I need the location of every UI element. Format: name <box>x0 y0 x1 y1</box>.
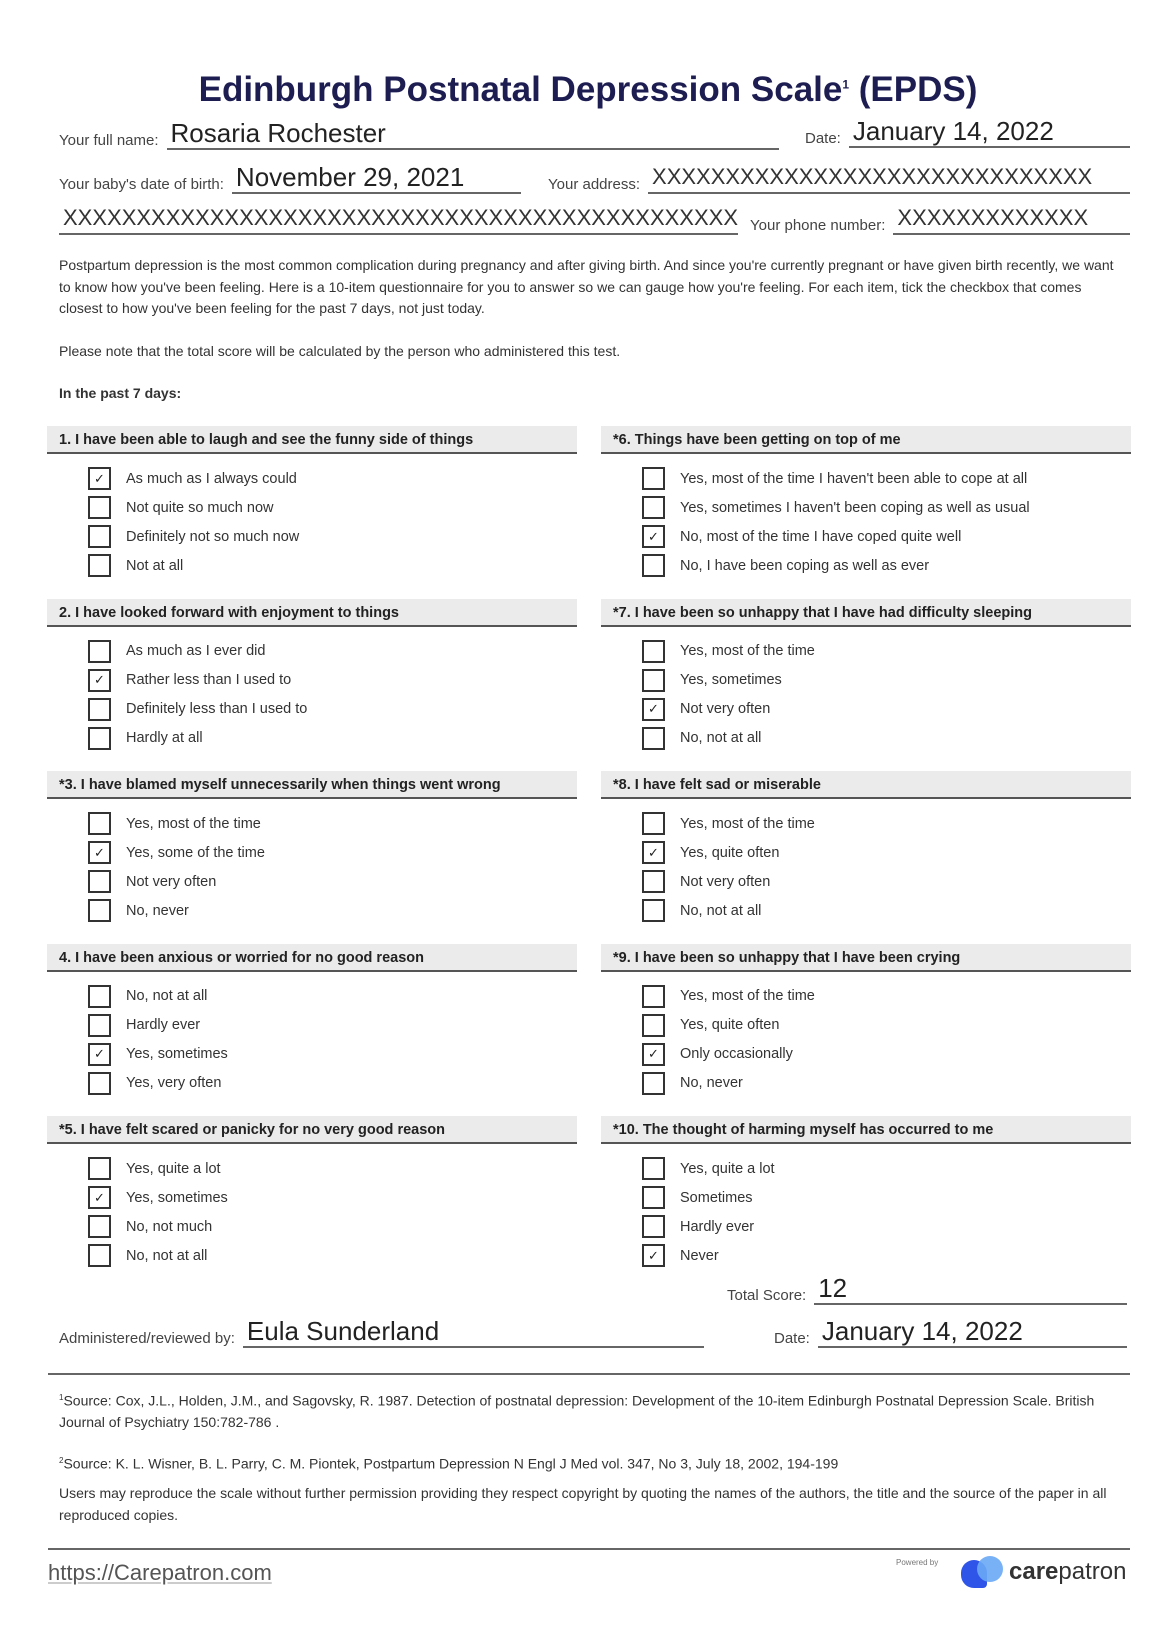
checkbox[interactable] <box>642 496 665 519</box>
option-label: Yes, quite often <box>680 844 780 861</box>
answer-option[interactable] <box>47 666 577 695</box>
checkbox[interactable] <box>642 698 665 721</box>
question-9 <box>601 944 1131 1098</box>
checkbox[interactable] <box>88 554 111 577</box>
name-field[interactable] <box>59 118 779 150</box>
answer-option[interactable] <box>601 522 1131 551</box>
divider <box>48 1373 1130 1375</box>
answer-option[interactable] <box>47 1183 577 1212</box>
title-text: Edinburgh Postnatal Depression Scale <box>198 70 843 109</box>
option-label: No, not much <box>126 1218 213 1235</box>
question-2 <box>47 599 577 753</box>
option-label: Only occasionally <box>680 1046 793 1062</box>
address-line2-field[interactable] <box>59 203 738 235</box>
checkbox[interactable] <box>88 1043 111 1066</box>
answer-option[interactable] <box>47 809 577 838</box>
check-icon: ✓ <box>648 1046 659 1061</box>
checkbox[interactable] <box>88 1014 111 1037</box>
admin-date-input[interactable]: January 14, 2022 <box>818 1316 1127 1348</box>
note-text: Please note that the total score will be calculated by the person who administered this test. <box>59 343 621 359</box>
date-label: Date: <box>805 130 841 147</box>
question-1 <box>47 426 577 580</box>
answer-option[interactable] <box>601 838 1131 867</box>
checkbox[interactable] <box>88 496 111 519</box>
rights-text: Users may reproduce the scale without further permission providing they respect copyright by quoting the names of the authors, the title and the source of the paper in all reproduced copies. <box>59 1485 1107 1523</box>
option-label: Not very often <box>126 873 217 890</box>
option-label: Yes, very often <box>126 1075 222 1091</box>
phone-field[interactable] <box>750 203 1130 235</box>
option-label: Yes, sometimes <box>126 1189 228 1206</box>
answer-option[interactable] <box>47 637 577 666</box>
intro-text: Postpartum depression is the most common complication during pregnancy and after giving birth. And since you're currently pregnant or have given birth recently, we want to know how you've been feeling. Here is a 10-item questionnaire for you to answer so we can gauge how you're feeling. For each item, tick the checkbox that comes closest to how you've been feeling for the past 7 days, not just today. <box>59 257 1114 316</box>
answer-option[interactable] <box>47 695 577 724</box>
answer-option[interactable] <box>47 1040 577 1069</box>
question-title: *5. I have felt scared or panicky for no very good reason <box>47 1116 577 1144</box>
footer-divider <box>48 1548 1130 1550</box>
answer-option[interactable] <box>601 1040 1131 1069</box>
checkbox[interactable] <box>642 467 665 490</box>
past7-heading: In the past 7 days: <box>59 385 182 401</box>
checkbox[interactable] <box>88 1186 111 1209</box>
answer-option[interactable] <box>47 493 577 522</box>
check-icon: ✓ <box>648 1247 659 1263</box>
admin-date-label: Date: <box>774 1330 810 1347</box>
answer-option[interactable] <box>601 1212 1131 1241</box>
name-label: Your full name: <box>59 132 159 149</box>
answer-option[interactable] <box>601 1154 1131 1183</box>
address-field[interactable] <box>548 162 1130 194</box>
option-label: No, not at all <box>126 988 208 1004</box>
checkbox[interactable] <box>642 554 665 577</box>
question-6 <box>601 426 1131 580</box>
question-8 <box>601 771 1131 925</box>
answer-option[interactable] <box>47 551 577 580</box>
answer-option[interactable] <box>601 493 1131 522</box>
answer-option[interactable] <box>601 982 1131 1011</box>
question-title: *9. I have been so unhappy that I have been crying <box>601 944 1131 972</box>
administered-field[interactable] <box>59 1316 704 1348</box>
answer-option[interactable] <box>601 637 1131 666</box>
answer-option[interactable] <box>601 1241 1131 1270</box>
checkbox[interactable] <box>88 1244 111 1267</box>
check-icon: ✓ <box>648 701 659 716</box>
address-label: Your address: <box>548 176 641 193</box>
admin-date-field[interactable] <box>774 1316 1127 1348</box>
answer-option[interactable] <box>601 666 1131 695</box>
checkbox[interactable] <box>642 727 665 750</box>
check-icon: ✓ <box>94 1046 105 1061</box>
checkbox[interactable] <box>642 1157 665 1180</box>
option-label: Yes, quite often <box>680 1017 780 1033</box>
dob-input[interactable]: November 29, 2021 <box>232 162 521 194</box>
dob-label: Your baby's date of birth: <box>59 176 224 193</box>
option-label: No, most of the time I have coped quite well <box>680 528 962 545</box>
checkbox[interactable] <box>642 1215 665 1238</box>
question-10 <box>601 1116 1131 1270</box>
option-label: Hardly ever <box>680 1218 755 1235</box>
checkbox[interactable] <box>88 525 111 548</box>
checkbox[interactable] <box>642 640 665 663</box>
check-icon: ✓ <box>648 844 659 860</box>
question-title: *6. Things have been getting on top of me <box>601 426 1131 454</box>
phone-input[interactable]: XXXXXXXXXXXXX <box>893 203 1130 235</box>
option-label: Not quite so much now <box>126 499 274 516</box>
source2-sup: 2 <box>59 1456 64 1465</box>
answer-option[interactable] <box>601 1183 1131 1212</box>
administered-input[interactable]: Eula Sunderland <box>243 1316 704 1348</box>
answer-option[interactable] <box>601 896 1131 925</box>
question-title: 2. I have looked forward with enjoyment to things <box>47 599 577 627</box>
answer-option[interactable] <box>47 1011 577 1040</box>
checkbox[interactable] <box>88 1072 111 1095</box>
answer-option[interactable] <box>47 838 577 867</box>
checkbox[interactable] <box>88 640 111 663</box>
question-4 <box>47 944 577 1098</box>
option-label: Yes, sometimes <box>680 672 782 688</box>
option-label: Yes, quite a lot <box>126 1160 221 1177</box>
option-label: No, not at all <box>680 902 762 919</box>
checkbox[interactable] <box>88 841 111 864</box>
question-title: *8. I have felt sad or miserable <box>601 771 1131 799</box>
checkbox[interactable] <box>642 669 665 692</box>
brand-bold: care <box>1009 1558 1059 1585</box>
option-label: Yes, most of the time I haven't been able to cope at all <box>680 470 1028 487</box>
option-label: Sometimes <box>680 1189 753 1206</box>
option-label: Yes, most of the time <box>680 815 815 832</box>
check-icon: ✓ <box>94 470 105 486</box>
checkbox[interactable] <box>642 1043 665 1066</box>
answer-option[interactable] <box>47 1212 577 1241</box>
source1: Source: Cox, J.L., Holden, J.M., and Sagovsky, R. 1987. Detection of postnatal depression: Development of the 10-item Edinburgh Postnatal Depression Scale. British Journal of Psychiatry 150:782-786 . <box>59 1392 1095 1431</box>
total-score-label: Total Score: <box>727 1287 807 1304</box>
answer-option[interactable] <box>47 1069 577 1098</box>
answer-option[interactable] <box>601 724 1131 753</box>
answer-option[interactable] <box>47 1241 577 1270</box>
page-title <box>0 70 1176 110</box>
title-suffix: (EPDS) <box>849 70 978 109</box>
answer-option[interactable] <box>47 867 577 896</box>
checkbox[interactable] <box>642 1014 665 1037</box>
total-score-value[interactable]: 12 <box>814 1273 1127 1305</box>
title-footnote: 1 <box>842 77 850 92</box>
question-3 <box>47 771 577 925</box>
option-label: Yes, most of the time <box>126 815 261 832</box>
answer-option[interactable] <box>47 464 577 493</box>
powered-by-text: Powered by <box>896 1558 939 1567</box>
checkbox[interactable] <box>88 1215 111 1238</box>
option-label: Never <box>680 1247 719 1264</box>
checkbox[interactable] <box>642 525 665 548</box>
question-title: 1. I have been able to laugh and see the funny side of things <box>47 426 577 454</box>
phone-label: Your phone number: <box>750 217 886 234</box>
check-icon: ✓ <box>94 672 105 687</box>
answer-option[interactable] <box>47 896 577 925</box>
dob-field[interactable] <box>59 162 521 194</box>
question-title: *3. I have blamed myself unnecessarily when things went wrong <box>47 771 577 799</box>
option-label: No, not at all <box>680 730 762 746</box>
option-label: Definitely less than I used to <box>126 701 308 717</box>
answer-option[interactable] <box>601 464 1131 493</box>
option-label: As much as I ever did <box>126 643 266 659</box>
question-title: *10. The thought of harming myself has occurred to me <box>601 1116 1131 1144</box>
answer-option[interactable] <box>601 809 1131 838</box>
date-field[interactable] <box>805 116 1130 148</box>
option-label: Definitely not so much now <box>126 528 300 545</box>
answer-option[interactable] <box>47 522 577 551</box>
checkbox[interactable] <box>642 1244 665 1267</box>
checkbox[interactable] <box>642 841 665 864</box>
option-label: Rather less than I used to <box>126 672 292 688</box>
question-7 <box>601 599 1131 753</box>
option-label: Yes, most of the time <box>680 988 815 1004</box>
answer-option[interactable] <box>47 1154 577 1183</box>
option-label: Hardly ever <box>126 1017 201 1033</box>
checkbox[interactable] <box>88 698 111 721</box>
answer-option[interactable] <box>47 982 577 1011</box>
checkbox[interactable] <box>88 870 111 893</box>
checkbox[interactable] <box>642 870 665 893</box>
check-icon: ✓ <box>94 844 105 860</box>
option-label: Yes, quite a lot <box>680 1160 775 1177</box>
source2: Source: K. L. Wisner, B. L. Parry, C. M. Piontek, Postpartum Depression N Engl J Med vol. 347, No 3, July 18, 2002, 194-199 <box>63 1455 839 1472</box>
checkbox[interactable] <box>88 669 111 692</box>
option-label: No, never <box>680 1075 743 1091</box>
option-label: Not at all <box>126 557 184 574</box>
option-label: Yes, sometimes I haven't been coping as well as usual <box>680 499 1030 516</box>
date-input[interactable]: January 14, 2022 <box>849 116 1130 148</box>
question-title: 4. I have been anxious or worried for no good reason <box>47 944 577 972</box>
carepatron-logo-icon <box>961 1556 1003 1588</box>
option-label: Yes, sometimes <box>126 1046 228 1062</box>
checkbox[interactable] <box>88 1157 111 1180</box>
question-5 <box>47 1116 577 1270</box>
option-label: No, I have been coping as well as ever <box>680 557 930 574</box>
option-label: No, never <box>126 902 189 919</box>
total-score-field[interactable] <box>727 1273 1127 1305</box>
address-line2-input[interactable]: XXXXXXXXXXXXXXXXXXXXXXXXXXXXXXXXXXXXXXXXXXXXXX <box>59 203 738 235</box>
answer-option[interactable] <box>601 695 1131 724</box>
option-label: Yes, some of the time <box>126 844 265 861</box>
address-input[interactable]: XXXXXXXXXXXXXXXXXXXXXXXXXXXXXX <box>648 162 1130 194</box>
answer-option[interactable] <box>601 1011 1131 1040</box>
checkbox[interactable] <box>642 899 665 922</box>
checkbox[interactable] <box>88 899 111 922</box>
checkbox[interactable] <box>88 985 111 1008</box>
carepatron-link[interactable]: https://Carepatron.com <box>48 1560 272 1585</box>
carepatron-logo <box>961 1556 1126 1588</box>
name-input[interactable]: Rosaria Rochester <box>167 118 779 150</box>
question-title: *7. I have been so unhappy that I have had difficulty sleeping <box>601 599 1131 627</box>
check-icon: ✓ <box>94 1189 105 1205</box>
checkbox[interactable] <box>88 727 111 750</box>
check-icon: ✓ <box>648 528 659 544</box>
checkbox[interactable] <box>88 812 111 835</box>
option-label: Not very often <box>680 701 771 717</box>
option-label: No, not at all <box>126 1247 208 1264</box>
answer-option[interactable] <box>47 724 577 753</box>
option-label: Hardly at all <box>126 730 203 746</box>
answer-option[interactable] <box>601 551 1131 580</box>
option-label: As much as I always could <box>126 470 297 487</box>
checkbox[interactable] <box>642 1186 665 1209</box>
option-label: Not very often <box>680 873 771 890</box>
answer-option[interactable] <box>601 867 1131 896</box>
checkbox[interactable] <box>88 467 111 490</box>
checkbox[interactable] <box>642 985 665 1008</box>
option-label: Yes, most of the time <box>680 643 815 659</box>
checkbox[interactable] <box>642 1072 665 1095</box>
answer-option[interactable] <box>601 1069 1131 1098</box>
administered-label: Administered/reviewed by: <box>59 1330 235 1347</box>
checkbox[interactable] <box>642 812 665 835</box>
brand-rest: patron <box>1058 1558 1127 1585</box>
source1-sup: 1 <box>59 1393 64 1402</box>
